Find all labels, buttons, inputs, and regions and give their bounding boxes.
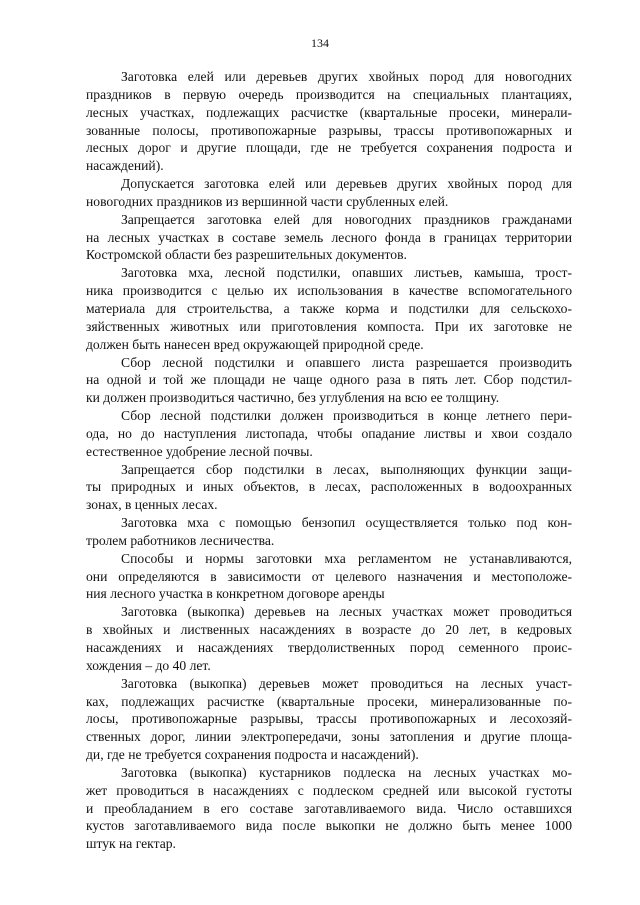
text-line: ника производится с целью их использования в качестве вспомогательного — [86, 283, 572, 299]
paragraph — [86, 675, 572, 764]
text-line: ода, но до наступления листопада, чтобы опадание листвы и хвои создало — [86, 425, 572, 441]
text-line: ты природных и иных объектов, в лесах, расположенных в водоохранных — [86, 479, 572, 495]
text-line: ках, подлежащих расчистке (квартальные просеки, минерализованные по- — [86, 693, 572, 709]
text-line: кустов заготавливаемого вида после выкопки не должно быть менее 1000 — [86, 818, 572, 834]
text-line: Сбор лесной подстилки и опавшего листа разрешается производить — [121, 354, 572, 370]
paragraph — [86, 175, 572, 211]
paragraph — [86, 354, 572, 408]
text-line: они определяются в зависимости от целевого назначения и местоположе- — [86, 568, 572, 584]
text-line: ния лесного участка в конкретном договоре аренды — [86, 586, 385, 602]
text-line: Сбор лесной подстилки должен производиться в конце летнего пери- — [121, 408, 572, 424]
page-number: 134 — [311, 36, 329, 50]
text-line: насаждений). — [86, 158, 164, 174]
text-line: ки должен производиться частично, без углубления на всю ее толщину. — [86, 390, 500, 406]
text-line: материала для строительства, а также корма и подстилки для сельскохо- — [86, 300, 572, 316]
paragraph — [86, 407, 572, 461]
text-line: Способы и нормы заготовки мха регламентом не устанавливаются, — [121, 550, 572, 566]
text-line: штук на гектар. — [86, 836, 176, 852]
text-line: ственных дорог, линии электропередачи, зоны затопления и другие площа- — [86, 729, 572, 745]
text-line: лесных дорог и другие площади, где не требуется сохранения подроста и — [86, 140, 572, 156]
text-line: должен быть нанесен вред окружающей природной среде. — [86, 336, 424, 352]
text-line: Заготовка (выкопка) деревьев на лесных участках может проводиться — [121, 604, 572, 620]
paragraph — [86, 603, 572, 674]
text-line: Заготовка мха с помощью бензопил осуществляется только под кон- — [121, 515, 572, 531]
text-line: Заготовка (выкопка) кустарников подлеска на лесных участках мо- — [121, 764, 572, 780]
text-line: Костромской области без разрешительных документов. — [86, 247, 407, 263]
text-line: на одной и той же площади не чаще одного раза в пять лет. Сбор подстил- — [86, 372, 572, 388]
text-line: Допускается заготовка елей или деревьев других хвойных пород для — [121, 176, 572, 192]
text-line: естественное удобрение лесной почвы. — [86, 443, 313, 459]
text-line: зяйственных животных или приготовления компоста. При их заготовке не — [86, 318, 572, 334]
text-line: зованные полосы, противопожарные разрывы, трассы противопожарных и — [86, 122, 572, 138]
text-line: в хвойных и лиственных насаждениях в возрасте до 20 лет, в кедровых — [86, 622, 572, 638]
text-line: лосы, противопожарные разрывы, трассы противопожарных и лесохозяй- — [86, 711, 572, 727]
document-body — [86, 68, 572, 853]
text-line: Запрещается заготовка елей для новогодних праздников гражданами — [121, 211, 572, 227]
text-line: Заготовка елей или деревьев других хвойных пород для новогодних — [121, 69, 572, 84]
paragraph — [86, 211, 572, 265]
text-line: Заготовка (выкопка) деревьев может проводиться на лесных участ- — [121, 675, 572, 691]
text-line: тролем работников лесничества. — [86, 532, 275, 548]
text-line: праздников в первую очередь производится на специальных плантациях, — [86, 86, 572, 102]
text-line: Заготовка мха, лесной подстилки, опавших листьев, камыша, трост- — [121, 265, 572, 281]
paragraph — [86, 764, 572, 853]
paragraph — [86, 68, 572, 175]
text-line: лесных участках, подлежащих расчистке (квартальные просеки, минерали- — [86, 104, 572, 120]
text-line: и преобладанием в его составе заготавливаемого вида. Число оставшихся — [86, 800, 572, 816]
paragraph — [86, 461, 572, 515]
text-line: зонах, в ценных лесах. — [86, 497, 218, 513]
text-line: Запрещается сбор подстилки в лесах, выполняющих функции защи- — [121, 461, 572, 477]
text-line: насаждениях и насаждениях твердолиственных пород семенного проис- — [86, 640, 572, 655]
text-line: хождения – до 40 лет. — [86, 657, 211, 673]
paragraph — [86, 514, 572, 550]
text-line: ди, где не требуется сохранения подроста и насаждений). — [86, 747, 419, 763]
paragraph — [86, 550, 572, 604]
text-line: на лесных участках в составе земель лесного фонда в границах территории — [86, 229, 572, 245]
paragraph — [86, 264, 572, 353]
text-line: новогодних праздников из вершинной части срубленных елей. — [86, 193, 449, 209]
text-line: жет проводиться в насаждениях с подлеском средней или высокой густоты — [86, 782, 572, 798]
